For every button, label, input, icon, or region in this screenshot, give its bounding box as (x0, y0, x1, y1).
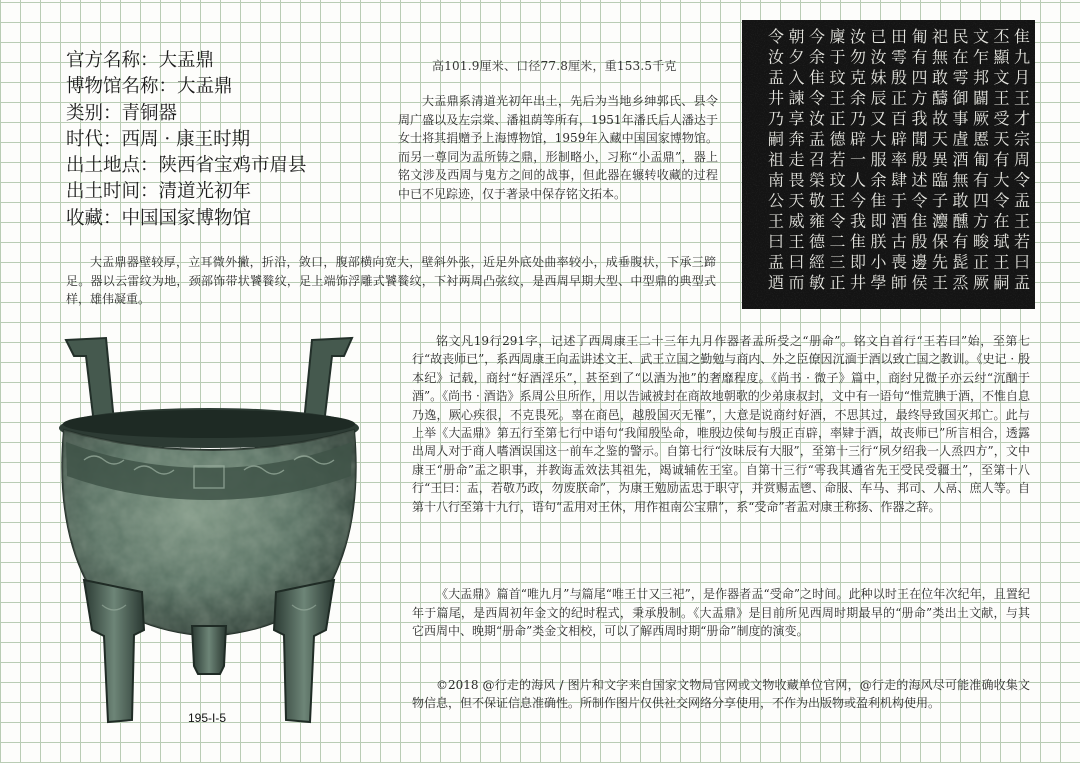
rubbing-glyph: 服 (870, 150, 887, 169)
rubbing-glyph: 嗣 (993, 273, 1010, 292)
rubbing-glyph: 已 (870, 27, 887, 46)
rubbing-glyph: 敬 (808, 191, 826, 210)
rubbing-glyph: 余 (870, 170, 887, 190)
rubbing-glyph: 王 (993, 88, 1010, 108)
rubbing-glyph: 有 (993, 150, 1010, 169)
rubbing-glyph: 殷 (890, 68, 908, 87)
rubbing-glyph: 正 (829, 273, 846, 292)
rubbing-glyph: 令 (911, 191, 928, 210)
rubbing-glyph: 令 (1013, 170, 1031, 190)
rubbing-glyph: 隹 (808, 68, 826, 87)
rubbing-glyph: 我 (911, 109, 928, 128)
rubbing-glyph: 厥 (972, 109, 990, 128)
rubbing-glyph: 雍 (808, 211, 826, 231)
rubbing-glyph: 周 (1013, 150, 1031, 169)
rubbing-glyph: 殷 (911, 232, 928, 251)
rubbing-glyph: 隹 (1013, 27, 1031, 46)
rubbing-glyph: 克 (849, 68, 867, 87)
rubbing-glyph: 曰 (767, 232, 785, 251)
rubbing-glyph: 田 (890, 27, 908, 46)
rubbing-glyph: 而 (788, 273, 805, 292)
meta-excavation-site: 出土地点：陕西省宝鸡市眉县 (66, 155, 307, 177)
rubbing-glyph: 經 (808, 252, 826, 272)
rubbing-glyph: 敢 (952, 191, 969, 210)
rubbing-glyph: 奔 (788, 129, 805, 149)
rubbing-glyph: 汝 (849, 27, 867, 46)
meta-category: 类别：青铜器 (66, 102, 178, 124)
rubbing-glyph: 正 (972, 252, 990, 272)
rubbing-glyph: 勿 (849, 47, 867, 67)
rubbing-glyph: 醻 (931, 88, 949, 108)
rubbing-glyph: 異 (931, 150, 949, 169)
rubbing-glyph: 入 (788, 68, 805, 87)
rubbing-glyph: 顯 (993, 47, 1010, 67)
rubbing-glyph: 古 (890, 232, 908, 251)
rubbing-glyph: 于 (829, 47, 846, 67)
rubbing-glyph: 若 (829, 150, 846, 169)
rubbing-glyph: 醺 (952, 211, 969, 231)
rubbing-glyph: 有 (952, 232, 969, 251)
rubbing-glyph: 文 (993, 68, 1010, 87)
rubbing-glyph: 余 (808, 47, 826, 67)
rubbing-glyph: 隹 (870, 191, 887, 210)
rubbing-glyph: 又 (870, 109, 887, 128)
rubbing-glyph: 天 (993, 129, 1010, 149)
rubbing-glyph: 召 (808, 150, 826, 169)
rubbing-glyph: 敏 (808, 273, 826, 292)
meta-museum-name: 博物馆名称：大盂鼎 (66, 76, 233, 98)
rubbing-glyph: 令 (767, 27, 785, 46)
rubbing-glyph: 邊 (911, 252, 928, 272)
rubbing-glyph: 迺 (767, 273, 785, 292)
rubbing-glyph: 宗 (1013, 129, 1031, 149)
form-paragraph: 大盂鼎器壁较厚，立耳微外撇，折沿，敛口，腹部横向宽大，壁斜外张，近足外底处曲率较小，成垂腹状，下承三蹄足。器以云雷纹为地，颈部饰带状饕餮纹，足上端饰浮雕式饕餮纹，下衬两周凸弦纹，是西周早期大型、中型鼎的典型式样，雄伟凝重。 (66, 255, 716, 307)
rubbing-glyph: 九 (1013, 47, 1031, 67)
rubbing-glyph: 廩 (829, 27, 846, 46)
rubbing-svg (742, 20, 1035, 309)
rubbing-glyph: 肆 (890, 170, 908, 190)
rubbing-glyph: 受 (993, 109, 1010, 128)
rubbing-glyph: 隹 (911, 211, 928, 231)
rubbing-glyph: 正 (829, 109, 846, 128)
rubbing-glyph: 無 (931, 47, 949, 67)
rubbing-glyph: 大 (993, 170, 1010, 190)
rubbing-glyph: 若 (1013, 232, 1031, 251)
rubbing-glyph: 酒 (952, 150, 969, 169)
rubbing-glyph: 民 (952, 27, 969, 46)
artifact-metadata (66, 48, 416, 232)
rubbing-glyph: 德 (808, 232, 826, 251)
rubbing-glyph: 德 (829, 129, 846, 149)
rubbing-glyph: 雩 (890, 47, 908, 67)
rubbing-glyph: 喪 (890, 252, 908, 272)
rubbing-glyph: 御 (952, 88, 969, 108)
rubbing-glyph: 有 (972, 170, 990, 190)
image-caption: 195-I-5 (188, 711, 227, 725)
rubbing-glyph: 丕 (993, 27, 1010, 46)
rubbing-glyph: 王 (1013, 211, 1031, 231)
rubbing-glyph: 子 (931, 191, 949, 210)
rubbing-glyph: 月 (1013, 68, 1031, 87)
rubbing-glyph: 乃 (767, 109, 785, 128)
rubbing-glyph: 闢 (972, 88, 990, 108)
rubbing-glyph: 令 (829, 211, 846, 231)
rubbing-glyph: 辟 (849, 129, 867, 149)
rubbing-glyph: 文 (972, 27, 990, 46)
rubbing-glyph: 厥 (972, 273, 990, 292)
rubbing-glyph: 二 (829, 232, 846, 251)
rubbing-glyph: 一 (849, 150, 867, 169)
rubbing-glyph: 于 (890, 191, 908, 210)
rubbing-glyph: 即 (870, 211, 887, 231)
rubbing-glyph: 今 (849, 191, 867, 210)
rubbing-glyph: 天 (931, 129, 949, 149)
rubbing-glyph: 珷 (993, 232, 1010, 251)
rubbing-glyph: 祀 (931, 27, 949, 46)
history-paragraph: 大盂鼎系清道光初年出土，先后为当地乡绅郭氏、县令周广盛以及左宗棠、潘祖荫等所有，1951年潘氏后人潘达于女士将其捐赠予上海博物馆，1959年入藏中国国家博物馆。而另一尊同为盂所铸之鼎，形制略小，习称“小盂鼎”，器上铭文涉及西周与鬼方之间的战事，但此器在辗转收藏的过程中已不见踪迹，仅于著录中保存铭文拓本。 (398, 94, 718, 201)
rubbing-glyph: 事 (952, 109, 969, 128)
rubbing-glyph: 有 (911, 47, 928, 67)
inscription-paragraph: 铭文凡19行291字，记述了西周康王二十三年九月作器者盂所受之“册命”。铭文自首行“王若曰”始，至第七行“故丧师已”，系西周康王向盂讲述文王、武王立国之勤勉与商内、外之臣僚因沉湎于酒以致亡国之教训。《史记 · 殷本纪》记载，商纣“好酒淫乐”，甚至到了“以酒为池”的奢靡程度。《尚书 · 微子》篇中，商纣兄微子亦云纣“沉酗于酒”。《尚书 · 酒诰》系周公旦所作，用以告诫被封在商故地朝歌的少弟康叔封，文中有一语句“惟荒腆于酒，不惟自息乃逸，厥心疾很，不克畏死。辜在商邑，越殷国灭无罹”，大意是说商纣好酒，不思其过，最终导致国灭邦亡。此与上举《大盂鼎》第五行至第七行中语句“我闻殷坠命，唯殷边侯甸与殷正百辟，率肄于酒，故丧师已”所言相合，透露出周人对于商人嗜酒误国这一前车之鉴的警示。自第七行“汝昧辰有大服”，至第十三行“夙夕绍我一人烝四方”，文中康王“册命”盂之职事，并教诲盂效法其祖先，竭诚辅佐王室。自第十三行“雩我其遹省先王受民受疆土”，至第十八行“王曰：盂，若敬乃政，勿废朕命”，为康王勉励盂忠于职守，并赏赐盂鬯、命服、车马、邦司、人鬲、庶人等。自第十八行至第十九行，语句“盂用对王休，用作祖南公宝鼎”，系“受命”者盂对康王称扬、作器之辞。 (412, 334, 1030, 514)
inscription-rubbing-image (742, 20, 1035, 309)
rubbing-glyph: 盂 (1013, 191, 1031, 210)
rubbing-glyph: 保 (931, 232, 949, 251)
da-yu-ding-vessel-image (44, 330, 374, 730)
rubbing-glyph: 王 (829, 191, 846, 210)
rubbing-glyph: 王 (829, 88, 846, 108)
rubbing-glyph: 侯 (911, 273, 928, 292)
rubbing-glyph: 王 (1013, 88, 1031, 108)
rubbing-glyph: 故 (931, 109, 949, 128)
rubbing-glyph: 三 (829, 252, 846, 272)
rubbing-glyph: 聞 (911, 129, 928, 149)
rubbing-glyph: 盂 (767, 252, 785, 272)
rubbing-glyph: 辰 (870, 88, 887, 108)
rubbing-glyph: 率 (890, 150, 908, 169)
copyright-paragraph: ©2018 @行走的海风 / 图片和文字来自国家文物局官网或文物收藏单位官网，@行走的海风尽可能准确收集文物信息，但不保证信息准确性。所制作图片仅供社交网络分享使用，不作为出版物或盈利机构使用。 (412, 678, 1030, 711)
rubbing-glyph: 榮 (808, 170, 826, 190)
rubbing-glyph: 汝 (767, 47, 785, 67)
rubbing-glyph: 井 (767, 88, 785, 108)
rubbing-glyph: 乍 (972, 47, 990, 67)
rubbing-glyph: 烝 (952, 273, 969, 292)
rubbing-glyph: 玟 (829, 170, 846, 190)
rubbing-glyph: 在 (993, 211, 1010, 231)
rubbing-glyph: 王 (767, 211, 785, 231)
rubbing-glyph: 匍 (972, 150, 990, 169)
rubbing-glyph: 走 (788, 150, 805, 169)
rubbing-glyph: 畯 (972, 232, 990, 251)
rubbing-glyph: 雩 (952, 68, 969, 87)
rubbing-glyph: 威 (788, 211, 805, 231)
rubbing-glyph: 王 (931, 273, 949, 292)
meta-collection: 收藏：中国国家博物馆 (66, 207, 252, 229)
rubbing-glyph: 四 (972, 191, 990, 210)
rubbing-glyph: 妹 (870, 68, 887, 87)
rubbing-glyph: 方 (911, 88, 928, 108)
rubbing-glyph: 祖 (767, 150, 785, 169)
rubbing-glyph: 百 (890, 109, 908, 128)
rubbing-glyph: 辟 (890, 129, 908, 149)
rubbing-glyph: 盂 (767, 68, 785, 87)
rubbing-glyph: 曰 (1013, 252, 1031, 272)
rubbing-glyph: 酒 (890, 211, 908, 231)
rubbing-glyph: 慝 (972, 129, 990, 149)
dimensions-text: 高101.9厘米、口径77.8厘米，重153.5千克 (432, 59, 677, 73)
rubbing-glyph: 南 (767, 170, 785, 190)
rubbing-glyph: 令 (808, 88, 826, 108)
rubbing-glyph: 臨 (931, 170, 949, 190)
rubbing-glyph: 畏 (788, 170, 805, 190)
rubbing-glyph: 夕 (788, 47, 805, 67)
rubbing-glyph: 天 (788, 191, 805, 210)
rubbing-glyph: 正 (890, 88, 908, 108)
rubbing-glyph: 髭 (952, 252, 969, 272)
rubbing-glyph: 即 (849, 252, 867, 272)
rubbing-glyph: 井 (849, 273, 867, 292)
rubbing-glyph: 盂 (808, 129, 826, 149)
rubbing-glyph: 汝 (870, 47, 887, 67)
rubbing-glyph: 朕 (870, 232, 887, 251)
meta-era: 时代：西周 · 康王时期 (66, 128, 251, 150)
rubbing-glyph: 曰 (788, 252, 805, 272)
rubbing-glyph: 乃 (849, 109, 867, 128)
rubbing-glyph: 王 (788, 232, 805, 251)
rubbing-glyph: 在 (952, 47, 969, 67)
rubbing-glyph: 述 (911, 170, 928, 190)
rubbing-glyph: 嗣 (767, 129, 785, 149)
dating-paragraph: 《大盂鼎》篇首“唯九月”与篇尾“唯王廿又三祀”，是作器者盂“受命”之时间。此种以时王在位年次纪年，且置纪年于篇尾，是西周初年金文的纪时程式，秉承殷制。《大盂鼎》是目前所见西周时期最早的“册命”类出土文献，与其它西周中、晚期“册命”类金文相校，可以了解西周时期“册命”制度的演变。 (412, 587, 1030, 639)
rubbing-glyph: 盂 (1013, 273, 1031, 292)
rubbing-glyph: 匍 (911, 27, 928, 46)
rubbing-glyph: 朝 (788, 27, 805, 46)
rubbing-glyph: 邦 (972, 68, 990, 87)
rubbing-glyph: 小 (870, 252, 887, 272)
meta-excavation-time: 出土时间：清道光初年 (66, 181, 252, 203)
rubbing-glyph: 隹 (849, 232, 867, 251)
rubbing-glyph: 學 (870, 273, 887, 292)
rubbing-glyph: 人 (849, 170, 867, 190)
meta-official-name: 官方名称：大盂鼎 (66, 50, 215, 71)
rubbing-glyph: 師 (890, 273, 908, 292)
rubbing-glyph: 汝 (808, 109, 826, 128)
rubbing-glyph: 余 (849, 88, 867, 108)
rubbing-glyph: 才 (1013, 109, 1031, 128)
rubbing-glyph: 四 (911, 68, 928, 87)
rubbing-glyph: 灋 (931, 211, 949, 231)
rubbing-glyph: 今 (808, 27, 826, 46)
rubbing-glyph: 殷 (911, 150, 928, 169)
rubbing-glyph: 享 (788, 109, 805, 128)
rubbing-glyph: 王 (993, 252, 1010, 272)
rubbing-glyph: 方 (972, 211, 990, 231)
rubbing-glyph: 諫 (788, 88, 805, 108)
rubbing-glyph: 先 (931, 252, 949, 272)
rubbing-glyph: 公 (767, 191, 785, 210)
rubbing-glyph: 我 (849, 211, 867, 231)
rubbing-glyph: 敢 (931, 68, 949, 87)
rubbing-glyph: 虘 (952, 129, 969, 149)
rubbing-glyph: 無 (952, 170, 969, 190)
rubbing-glyph: 大 (870, 129, 887, 149)
rubbing-glyph: 令 (993, 191, 1010, 210)
rubbing-glyph: 玟 (829, 68, 846, 87)
